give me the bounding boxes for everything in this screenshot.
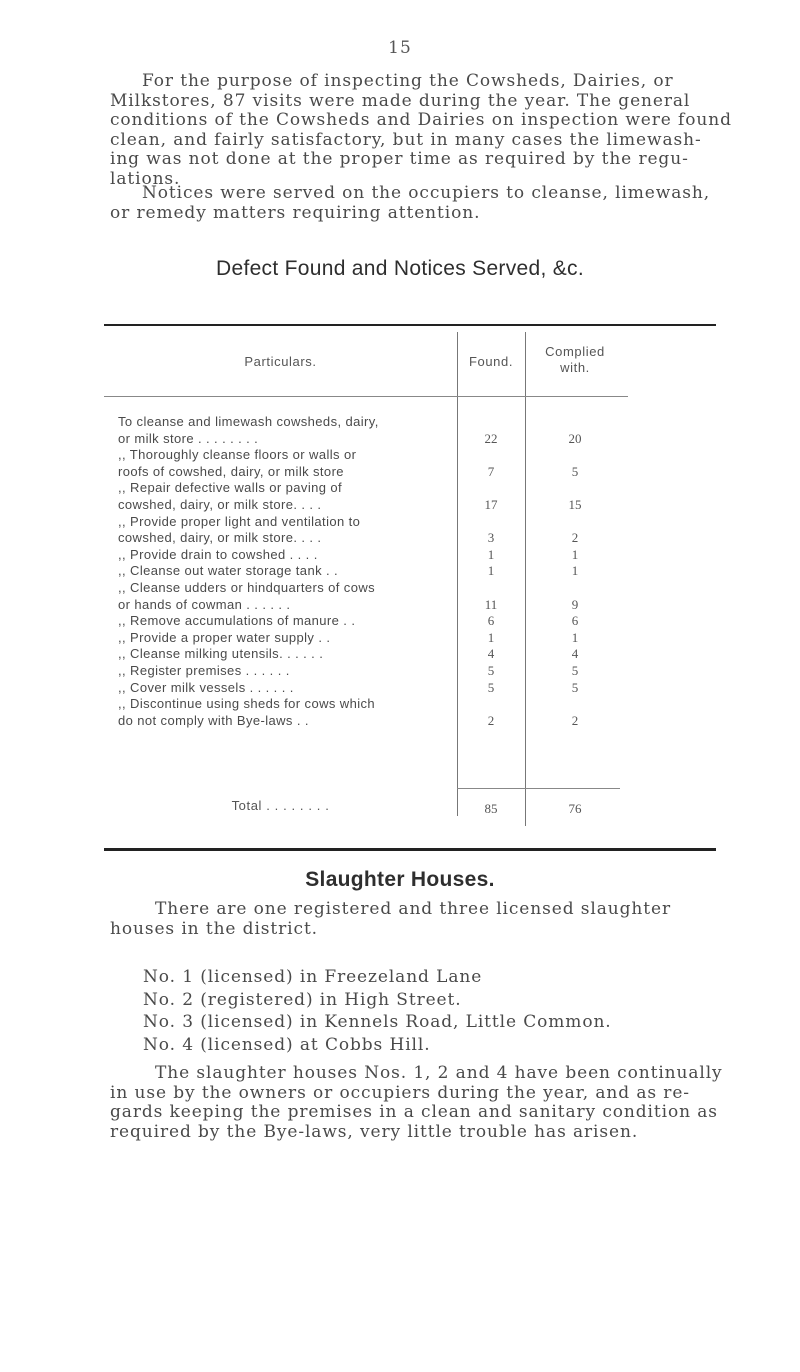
- table-row: [104, 447, 716, 480]
- slaughter-closing-line: required by the Bye-laws, very little trouble has arisen.: [110, 1121, 639, 1142]
- table-row: [104, 547, 716, 564]
- found-cell: 6: [487, 613, 495, 629]
- particulars-cell: [118, 447, 458, 480]
- table-row: [104, 613, 716, 630]
- list-item: No. 1 (licensed) in Freezeland Lane: [143, 967, 483, 987]
- particulars-line: cowshed, dairy, or milk store. . . .: [118, 496, 322, 512]
- particulars-line: ,, Provide proper light and ventilation to: [118, 513, 361, 529]
- particulars-line: roofs of cowshed, dairy, or milk store: [118, 463, 344, 479]
- particulars-cell: [118, 680, 458, 697]
- particulars-line: To cleanse and limewash cowsheds, dairy,: [118, 414, 379, 429]
- slaughter-closing-line: gards keeping the premises in a clean and sanitary condition as: [110, 1102, 718, 1122]
- header-particulars: Particulars.: [244, 354, 317, 369]
- header-rule: [104, 396, 628, 397]
- particulars-cell: [118, 630, 458, 647]
- found-cell: 2: [487, 712, 495, 728]
- particulars-line: ,, Cleanse udders or hindquarters of cows: [118, 579, 376, 595]
- particulars-cell: [118, 414, 458, 447]
- found-cell: 7: [487, 463, 495, 479]
- complied-cell: 20: [568, 430, 582, 446]
- complied-cell: 9: [571, 596, 579, 612]
- intro-line: conditions of the Cowsheds and Dairies on inspection were found: [110, 110, 732, 130]
- intro-line: clean, and fairly satisfactory, but in many cases the limewash-: [110, 129, 702, 150]
- complied-cell: 6: [571, 613, 579, 629]
- particulars-line: ,, Cleanse milking utensils. . . . . .: [118, 646, 324, 662]
- total-label: Total . . . . . . . .: [231, 798, 330, 813]
- particulars-line: cowshed, dairy, or milk store. . . .: [118, 530, 322, 546]
- table-row: [104, 514, 716, 547]
- table-row: [104, 696, 716, 729]
- header-complied: [525, 344, 625, 376]
- particulars-line: ,, Thoroughly cleanse floors or walls or: [118, 447, 357, 463]
- found-cell: 1: [487, 546, 495, 562]
- complied-cell: 1: [571, 546, 579, 562]
- defects-heading: Defect Found and Notices Served, &c.: [216, 257, 584, 280]
- table-row: [104, 663, 716, 680]
- particulars-line: ,, Remove accumulations of manure . .: [118, 613, 356, 629]
- total-found: 85: [484, 801, 498, 817]
- total-rule: [457, 788, 620, 789]
- complied-cell: 5: [571, 463, 579, 479]
- table-row: [104, 414, 716, 447]
- notices-paragraph: [110, 184, 722, 223]
- notices-line: or remedy matters requiring attention.: [110, 202, 481, 223]
- found-cell: 1: [487, 563, 495, 579]
- complied-cell: 5: [571, 662, 579, 678]
- found-cell: 5: [487, 679, 495, 695]
- complied-cell: 2: [571, 712, 579, 728]
- table-row: [104, 580, 716, 613]
- particulars-cell: [118, 547, 458, 564]
- found-cell: 4: [487, 646, 495, 662]
- total-row: [104, 798, 716, 818]
- list-item: No. 4 (licensed) at Cobbs Hill.: [143, 1034, 431, 1055]
- particulars-cell: [118, 514, 458, 547]
- slaughter-intro: [110, 900, 722, 939]
- slaughter-intro-line: houses in the district.: [110, 918, 318, 939]
- list-item: No. 3 (licensed) in Kennels Road, Little Common.: [143, 1012, 612, 1032]
- particulars-line: ,, Cover milk vessels . . . . . .: [118, 679, 294, 695]
- particulars-line: or milk store . . . . . . . .: [118, 430, 259, 446]
- table-row: [104, 480, 716, 513]
- found-cell: 1: [487, 629, 495, 645]
- found-cell: 17: [484, 496, 498, 512]
- found-cell: 3: [487, 530, 495, 546]
- notices-line: Notices were served on the occupiers to cleanse, limewash,: [142, 183, 711, 203]
- defects-table: [104, 324, 716, 851]
- particulars-line: or hands of cowman . . . . . .: [118, 596, 291, 612]
- particulars-cell: [118, 580, 458, 613]
- intro-line: ing was not done at the proper time as required by the regu-: [110, 149, 689, 169]
- particulars-line: ,, Register premises . . . . . .: [118, 662, 290, 678]
- total-complied: 76: [568, 801, 582, 817]
- particulars-line: ,, Provide a proper water supply . .: [118, 629, 331, 645]
- particulars-cell: [118, 696, 458, 729]
- particulars-cell: [118, 613, 458, 630]
- intro-line: Milkstores, 87 visits were made during the year. The general: [110, 90, 691, 111]
- list-item: No. 2 (registered) in High Street.: [143, 989, 462, 1010]
- table-row: [104, 680, 716, 697]
- complied-cell: 5: [571, 679, 579, 695]
- intro-line: lations.: [110, 168, 181, 189]
- complied-cell: 1: [571, 563, 579, 579]
- slaughter-heading: Slaughter Houses.: [305, 868, 495, 891]
- complied-cell: 2: [571, 530, 579, 546]
- found-cell: 5: [487, 662, 495, 678]
- table-row: [104, 630, 716, 647]
- table-body: [104, 414, 716, 729]
- intro-line: For the purpose of inspecting the Cowsheds, Dairies, or: [142, 71, 674, 91]
- particulars-line: ,, Cleanse out water storage tank . .: [118, 563, 339, 579]
- page-number: 15: [388, 38, 412, 58]
- complied-cell: 15: [568, 496, 582, 512]
- found-cell: 22: [484, 430, 498, 446]
- particulars-cell: [118, 480, 458, 513]
- particulars-line: ,, Repair defective walls or paving of: [118, 480, 343, 496]
- slaughter-closing-line: The slaughter houses Nos. 1, 2 and 4 have been continually: [155, 1063, 723, 1083]
- header-found: Found.: [468, 354, 514, 369]
- particulars-cell: [118, 563, 458, 580]
- slaughter-closing: [110, 1064, 722, 1142]
- particulars-cell: [118, 646, 458, 663]
- header-complied-line2: with.: [560, 360, 590, 375]
- table-row: [104, 646, 716, 663]
- slaughter-list: [143, 966, 743, 1056]
- slaughter-intro-line: There are one registered and three licensed slaughter: [155, 899, 671, 919]
- table-row: [104, 563, 716, 580]
- particulars-line: ,, Provide drain to cowshed . . . .: [118, 546, 318, 562]
- found-cell: 11: [484, 596, 498, 612]
- intro-paragraph: [110, 71, 732, 189]
- slaughter-closing-line: in use by the owners or occupiers during the year, and as re-: [110, 1082, 690, 1103]
- header-complied-line1: Complied: [545, 344, 605, 359]
- complied-cell: 4: [571, 646, 579, 662]
- particulars-line: do not comply with Bye-laws . .: [118, 712, 309, 728]
- particulars-line: ,, Discontinue using sheds for cows which: [118, 696, 376, 712]
- complied-cell: 1: [571, 629, 579, 645]
- particulars-cell: [118, 663, 458, 680]
